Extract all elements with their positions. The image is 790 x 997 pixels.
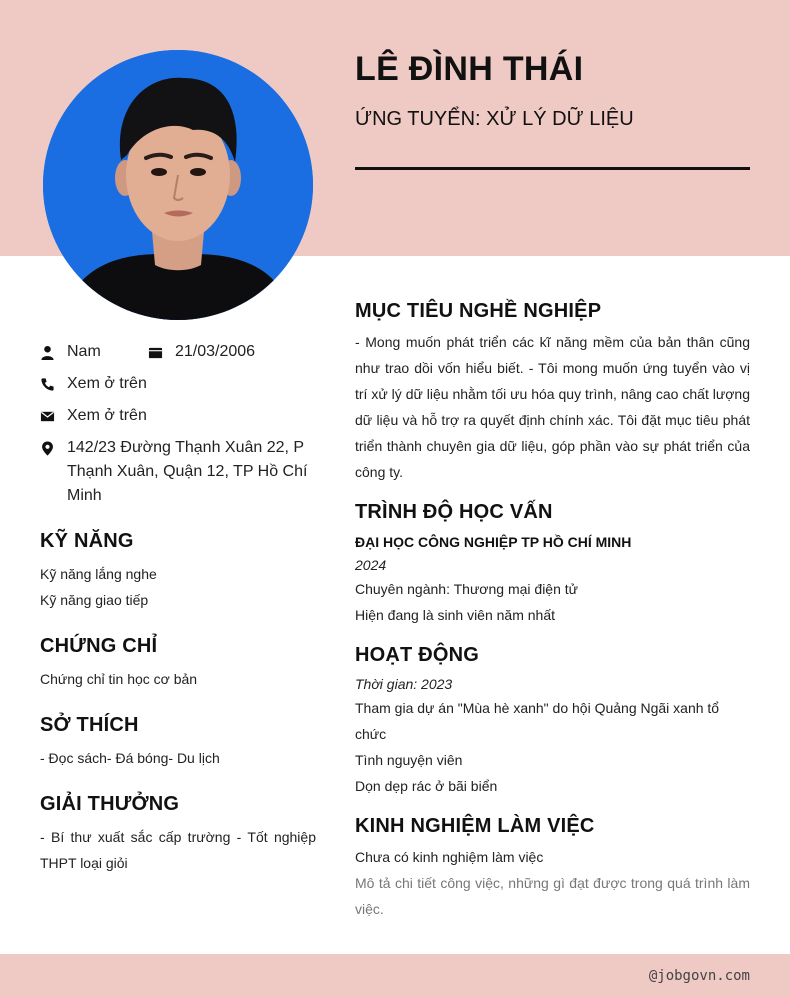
hobbies-text: - Đọc sách- Đá bóng- Du lịch [40,750,220,766]
activities-section [355,644,750,799]
birthday-cell [148,340,255,364]
education-year: 2024 [355,557,387,573]
phone-value: Xem ở trên [67,375,147,392]
info-phone [40,372,316,396]
applied-position: ỨNG TUYỂN: XỬ LÝ DỮ LIỆU [355,108,634,130]
activities-title: HOẠT ĐỘNG [355,644,480,666]
experience-title: KINH NGHIỆM LÀM VIỆC [355,815,595,837]
education-title: TRÌNH ĐỘ HỌC VẤN [355,501,553,523]
info-address [40,436,316,508]
info-gender-birthday [40,340,316,364]
skills-title: KỸ NĂNG [40,530,134,552]
activity-item: Tham gia dự án "Mùa hè xanh" do hội Quảng Ngãi xanh tổ chức [355,700,720,742]
birthday-value: 21/03/2006 [175,343,256,360]
calendar-icon [148,340,164,364]
experience-text: Chưa có kinh nghiệm làm việc [355,849,544,865]
mail-icon [40,404,56,428]
education-school: ĐẠI HỌC CÔNG NGHIỆP TP HỒ CHÍ MINH [355,534,632,550]
awards-title: GIẢI THƯỞNG [40,793,180,815]
footer-brand: @jobgovn.com [648,968,750,984]
email-value: Xem ở trên [67,407,147,424]
right-column [355,300,750,938]
education-major: Chuyên ngành: Thương mại điện tử [355,581,579,597]
candidate-name: LÊ ĐÌNH THÁI [355,50,584,88]
certificate-item: Chứng chỉ tin học cơ bản [40,671,198,687]
gender-cell [40,340,148,364]
left-column [40,340,316,876]
gender-value: Nam [67,343,101,360]
activities-time: Thời gian: 2023 [355,676,453,692]
education-section [355,501,750,628]
person-icon [40,340,56,364]
objective-text: - Mong muốn phát triển các kĩ năng mềm của bản thân cũng như trao dồi vốn hiểu biết. - Tôi mong muốn ứng tuyển vào vị trí xử lý dữ liệu nhằm tối ưu hóa quy trình, nâng cao chất lượng dữ liệu và hỗ trợ ra quyết định chính xác. Tôi đặt mục tiêu phát triển thành chuyên gia dữ liệu, góp phần vào sự phát triển của công ty. [355,334,750,480]
awards-text: - Bí thư xuất sắc cấp trường - Tốt nghiệp THPT loại giỏi [40,829,316,871]
avatar [43,50,313,320]
phone-icon [40,372,56,396]
skill-item: Kỹ năng lắng nghe [40,566,157,582]
education-status: Hiện đang là sinh viên năm nhất [355,607,556,623]
avatar-portrait [43,50,313,320]
info-email [40,404,316,428]
activity-item: Tình nguyện viên [355,752,463,768]
objective-section [355,300,750,485]
activity-item: Dọn dẹp rác ở bãi biển [355,778,498,794]
address-value: 142/23 Đường Thạnh Xuân 22, P Thạnh Xuân, Quận 12, TP Hồ Chí Minh [67,439,308,504]
experience-placeholder: Mô tả chi tiết công việc, những gì đạt được trong quá trình làm việc. [355,875,750,917]
skill-item: Kỹ năng giao tiếp [40,592,149,608]
location-pin-icon [40,436,56,460]
hobbies-title: SỞ THÍCH [40,714,139,736]
objective-title: MỤC TIÊU NGHỀ NGHIỆP [355,300,602,322]
certificates-title: CHỨNG CHỈ [40,635,158,657]
header-divider [355,167,750,170]
experience-section [355,815,750,922]
